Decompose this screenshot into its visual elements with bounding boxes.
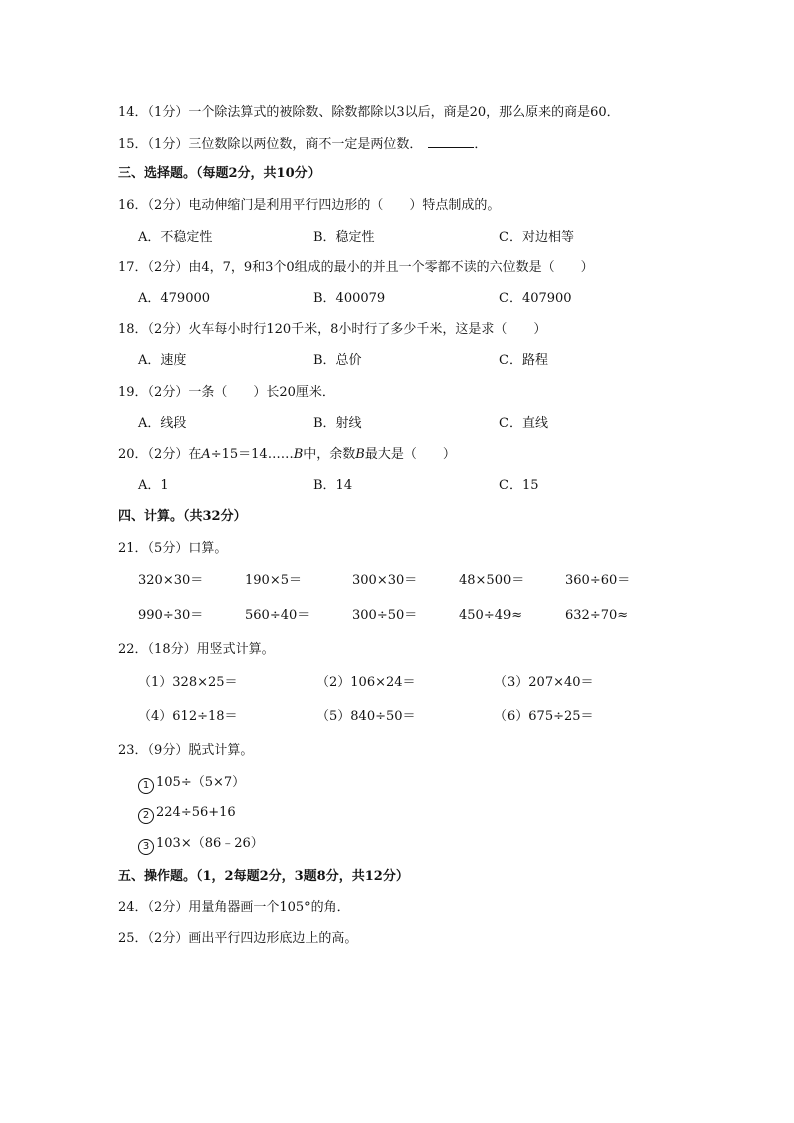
question-20-part: 中，余数	[303, 447, 356, 462]
question-16: 16．（2分）电动伸缩门是利用平行四边形的（ ）特点制成的。	[118, 198, 501, 213]
answer-blank	[428, 135, 474, 148]
question-21: 21．（5分）口算。	[118, 541, 228, 556]
option-b: B．射线	[313, 416, 362, 431]
circled-number: 3	[138, 839, 154, 855]
mental-math-item: 990÷30＝	[138, 608, 204, 623]
option-c: C．15	[499, 478, 539, 493]
vertical-calc-item: （3）207×40＝	[494, 675, 594, 690]
variable-b: B	[355, 447, 365, 462]
question-20	[118, 446, 456, 464]
mental-math-item: 320×30＝	[138, 573, 204, 588]
section-5-heading: 五、操作题。（1，2每题2分，3题8分，共12分）	[118, 869, 409, 884]
question-15-end: ．	[474, 137, 488, 152]
option-c: C．路程	[499, 353, 548, 368]
question-14: 14．（1分）一个除法算式的被除数、除数都除以3以后，商是20，那么原来的商是60．	[118, 105, 620, 120]
section-4-heading: 四、计算。（共32分）	[118, 509, 247, 524]
question-22: 22．（18分）用竖式计算。	[118, 642, 275, 657]
option-a: A．不稳定性	[138, 230, 213, 245]
vertical-calc-item: （2）106×24＝	[316, 675, 416, 690]
question-25: 25．（2分）画出平行四边形底边上的高。	[118, 931, 358, 946]
option-b: B．400079	[313, 291, 386, 306]
vertical-calc-row-1	[0, 674, 794, 692]
question-16-options	[0, 229, 794, 247]
circled-number: 1	[138, 778, 154, 794]
mental-math-row-1	[0, 572, 794, 590]
question-24: 24．（2分）用量角器画一个105°的角．	[118, 900, 350, 915]
mental-math-row-2	[0, 607, 794, 625]
question-17: 17．（2分）由4，7，9和3个0组成的最小的并且一个零都不读的六位数是（ ）	[118, 260, 594, 275]
option-b: B．总价	[313, 353, 362, 368]
option-b: B．稳定性	[313, 230, 375, 245]
mental-math-item: 560÷40＝	[245, 608, 311, 623]
option-c: C．直线	[499, 416, 548, 431]
option-a: A．479000	[138, 291, 211, 306]
mental-math-item: 632÷70≈	[565, 608, 629, 623]
mental-math-item: 190×5＝	[245, 573, 302, 588]
variable-b: B	[293, 447, 304, 462]
mental-math-item: 300×30＝	[352, 573, 418, 588]
question-17-options	[0, 290, 794, 308]
mental-math-item: 48×500＝	[459, 573, 525, 588]
question-20-part: ÷15＝14……	[210, 447, 294, 462]
step-calc-item-1	[138, 774, 245, 794]
option-c: C．407900	[499, 291, 572, 306]
step-calc-item-2	[138, 804, 236, 824]
variable-a: A	[201, 447, 211, 462]
circled-number: 2	[138, 808, 154, 824]
step-calc-item-3	[138, 835, 264, 855]
mental-math-item: 300÷50＝	[352, 608, 418, 623]
option-a: A．1	[138, 478, 169, 493]
mental-math-item: 450÷49≈	[459, 608, 523, 623]
question-19: 19．（2分）一条（ ）长20厘米．	[118, 385, 335, 400]
option-a: A．线段	[138, 416, 187, 431]
question-15-text: 15．（1分）三位数除以两位数，商不一定是两位数．	[118, 137, 423, 152]
mental-math-item: 360÷60＝	[565, 573, 631, 588]
vertical-calc-item: （5）840÷50＝	[316, 709, 416, 724]
question-20-part: 最大是（ ）	[364, 447, 456, 462]
section-3-heading: 三、选择题。（每题2分，共10分）	[118, 166, 321, 181]
question-20-options	[0, 477, 794, 495]
vertical-calc-item: （6）675÷25＝	[494, 709, 594, 724]
question-23: 23．（9分）脱式计算。	[118, 743, 254, 758]
question-15	[118, 135, 487, 154]
option-c: C．对边相等	[499, 230, 574, 245]
option-b: B．14	[313, 478, 353, 493]
step-calc-expression: 105÷（5×7）	[156, 775, 246, 790]
vertical-calc-row-2	[0, 708, 794, 726]
option-a: A．速度	[138, 353, 187, 368]
step-calc-expression: 224÷56+16	[156, 805, 236, 820]
question-18: 18．（2分）火车每小时行120千米，8小时行了多少千米，这是求（ ）	[118, 322, 547, 337]
question-18-options	[0, 352, 794, 370]
question-20-part: 20．（2分）在	[118, 447, 202, 462]
vertical-calc-item: （1）328×25＝	[138, 675, 238, 690]
step-calc-expression: 103×（86﹣26）	[156, 836, 264, 851]
question-19-options	[0, 415, 794, 433]
vertical-calc-item: （4）612÷18＝	[138, 709, 238, 724]
